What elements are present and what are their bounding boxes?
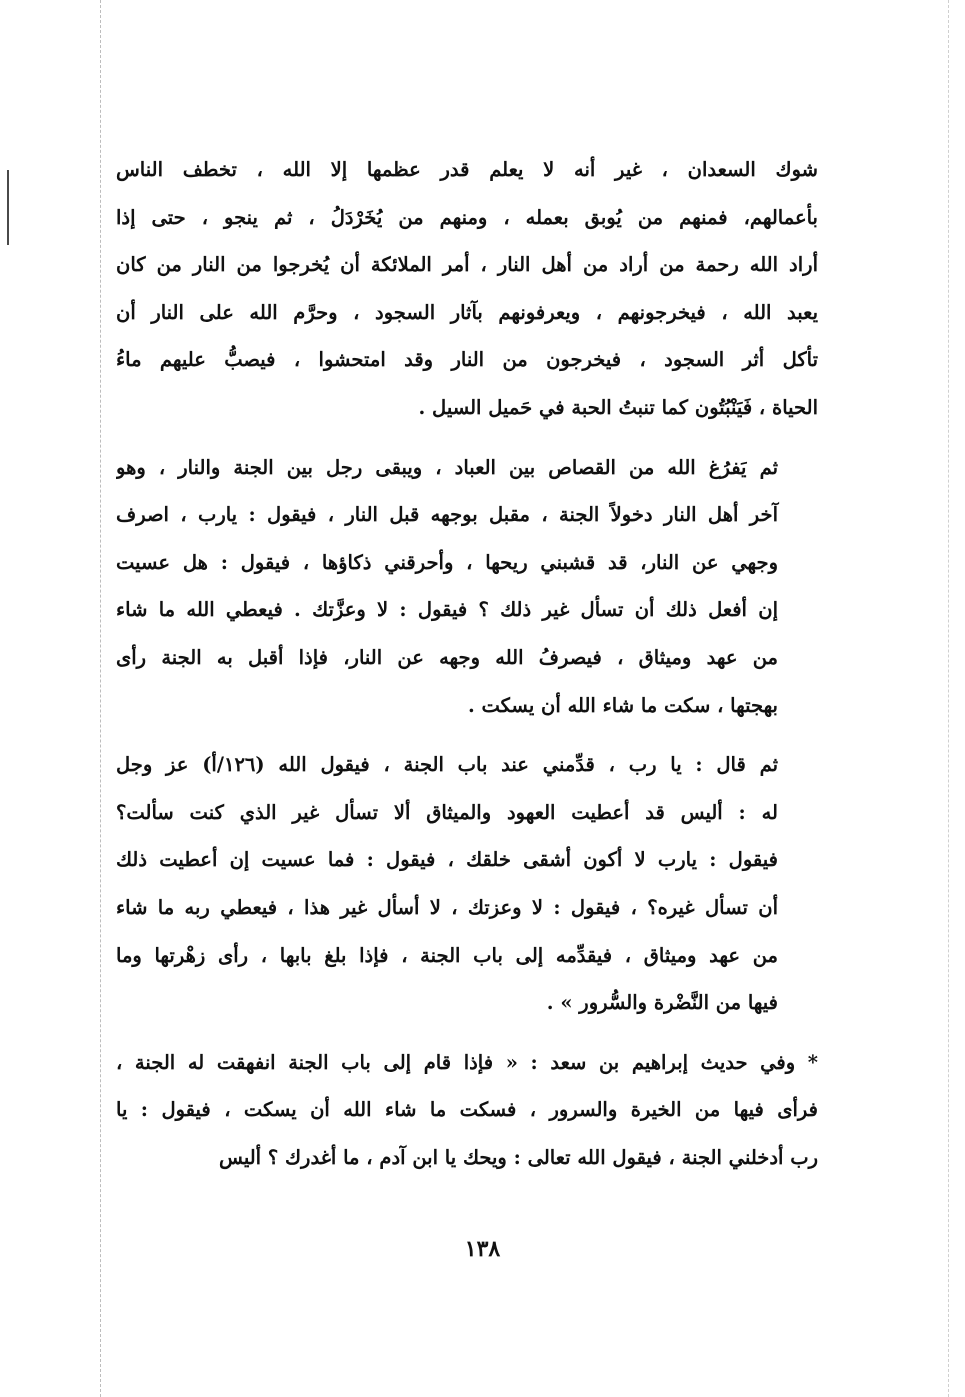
text-line: وجهي عن النار، قد قشبني ريحها ، وأحرقني ذكاؤها ، فيقول : هل عسيت — [116, 550, 778, 574]
paragraph — [116, 1039, 818, 1182]
text-line: من عهد وميثاق ، فيصرفُ الله وجهه عن النار، فإذا أقبل به الجنة رأى — [116, 645, 778, 669]
text-line: بأعمالهم، فمنهم من يُوبق بعمله ، ومنهم من يُخَرْدَلُ ، ثم ينجو ، حتى إذا — [116, 205, 818, 229]
text-line: الحياة ، فَيَنْبُتُون كما تنبتُ الحبة في حَميل السيل . — [418, 395, 818, 419]
text-line: يعبد الله ، فيخرجونهم ، ويعرفونهم بآثار السجود ، وحرَّم الله على النار أن — [116, 300, 818, 324]
text-line: آخر أهل النار دخولاً الجنة ، مقبل بوجهه قبل النار ، فيقول : يارب ، اصرف — [116, 503, 778, 527]
text-line: * وفي حديث إبراهيم بن سعد : « فإذا قام إلى باب الجنة انفهقت له الجنة ، — [116, 1050, 818, 1074]
text-line: رب أدخلني الجنة ، فيقول الله تعالى : ويحك يا ابن آدم ، ما أغدرك ؟ أليس — [218, 1145, 818, 1169]
paragraph — [116, 741, 818, 1027]
text-line: فيها من النَّضْرة والسُّرور » . — [546, 991, 778, 1015]
text-line: ثم قال : يا رب ، قدِّمني عند باب الجنة ، فيقول الله (١٢٦/أ) عز وجل — [116, 753, 779, 777]
text-line: له : أليس قد أعطيت العهود والميثاق ألا تسأل غير الذي كنت سألت؟ — [116, 800, 778, 824]
page-number: ١٣٨ — [464, 1236, 501, 1262]
text-line: من عهد وميثاق ، فيقدِّمه إلى باب الجنة ، فإذا بلغ بابها ، رأى زهْرتها وما — [116, 943, 778, 967]
text-line: ثم يَفرُغ الله من القصاص بين العباد ، ويبقى رجل بين الجنة والنار ، وهو — [116, 455, 778, 479]
text-line: إن أفعل ذلك أن تسأل غير ذلك ؟ فيقول : لا وعزَّتك . فيعطي الله ما شاء — [116, 598, 778, 622]
text-line: شوك السعدان ، غير أنه لا يعلم قدر عظمها إلا الله ، تخطف الناس — [116, 158, 818, 181]
text-line: فيقول : يارب لا أكون أشقى خلقك ، فيقول : فما عسيت إن أعطيت ذلك — [116, 848, 778, 872]
scan-margin-line-right — [948, 0, 949, 1397]
paragraph — [116, 146, 818, 432]
text-line: تأكل أثر السجود ، فيخرجون من النار وقد امتحشوا ، فيصبُّ عليهم ماءُ — [116, 348, 818, 372]
page-body-text — [116, 146, 818, 1193]
text-line: بهجتها ، سكت ما شاء الله أن يسكت . — [467, 693, 778, 717]
scan-margin-line-left — [100, 0, 101, 1397]
text-line: فرأى فيها من الخيرة والسرور ، فسكت ما شاء الله أن يسكت ، فيقول : يا — [116, 1098, 818, 1122]
paragraph — [116, 444, 818, 730]
scan-margin-mark — [7, 170, 9, 245]
text-line: أن تسأل غيره؟ ، فيقول : لا وعزتك ، لا أسأل غير هذا ، فيعطي ربه ما شاء — [116, 895, 778, 919]
text-line: أراد الله رحمة من أراد من أهل النار ، أمر الملائكة أن يُخرجوا من النار من كان — [116, 253, 818, 277]
